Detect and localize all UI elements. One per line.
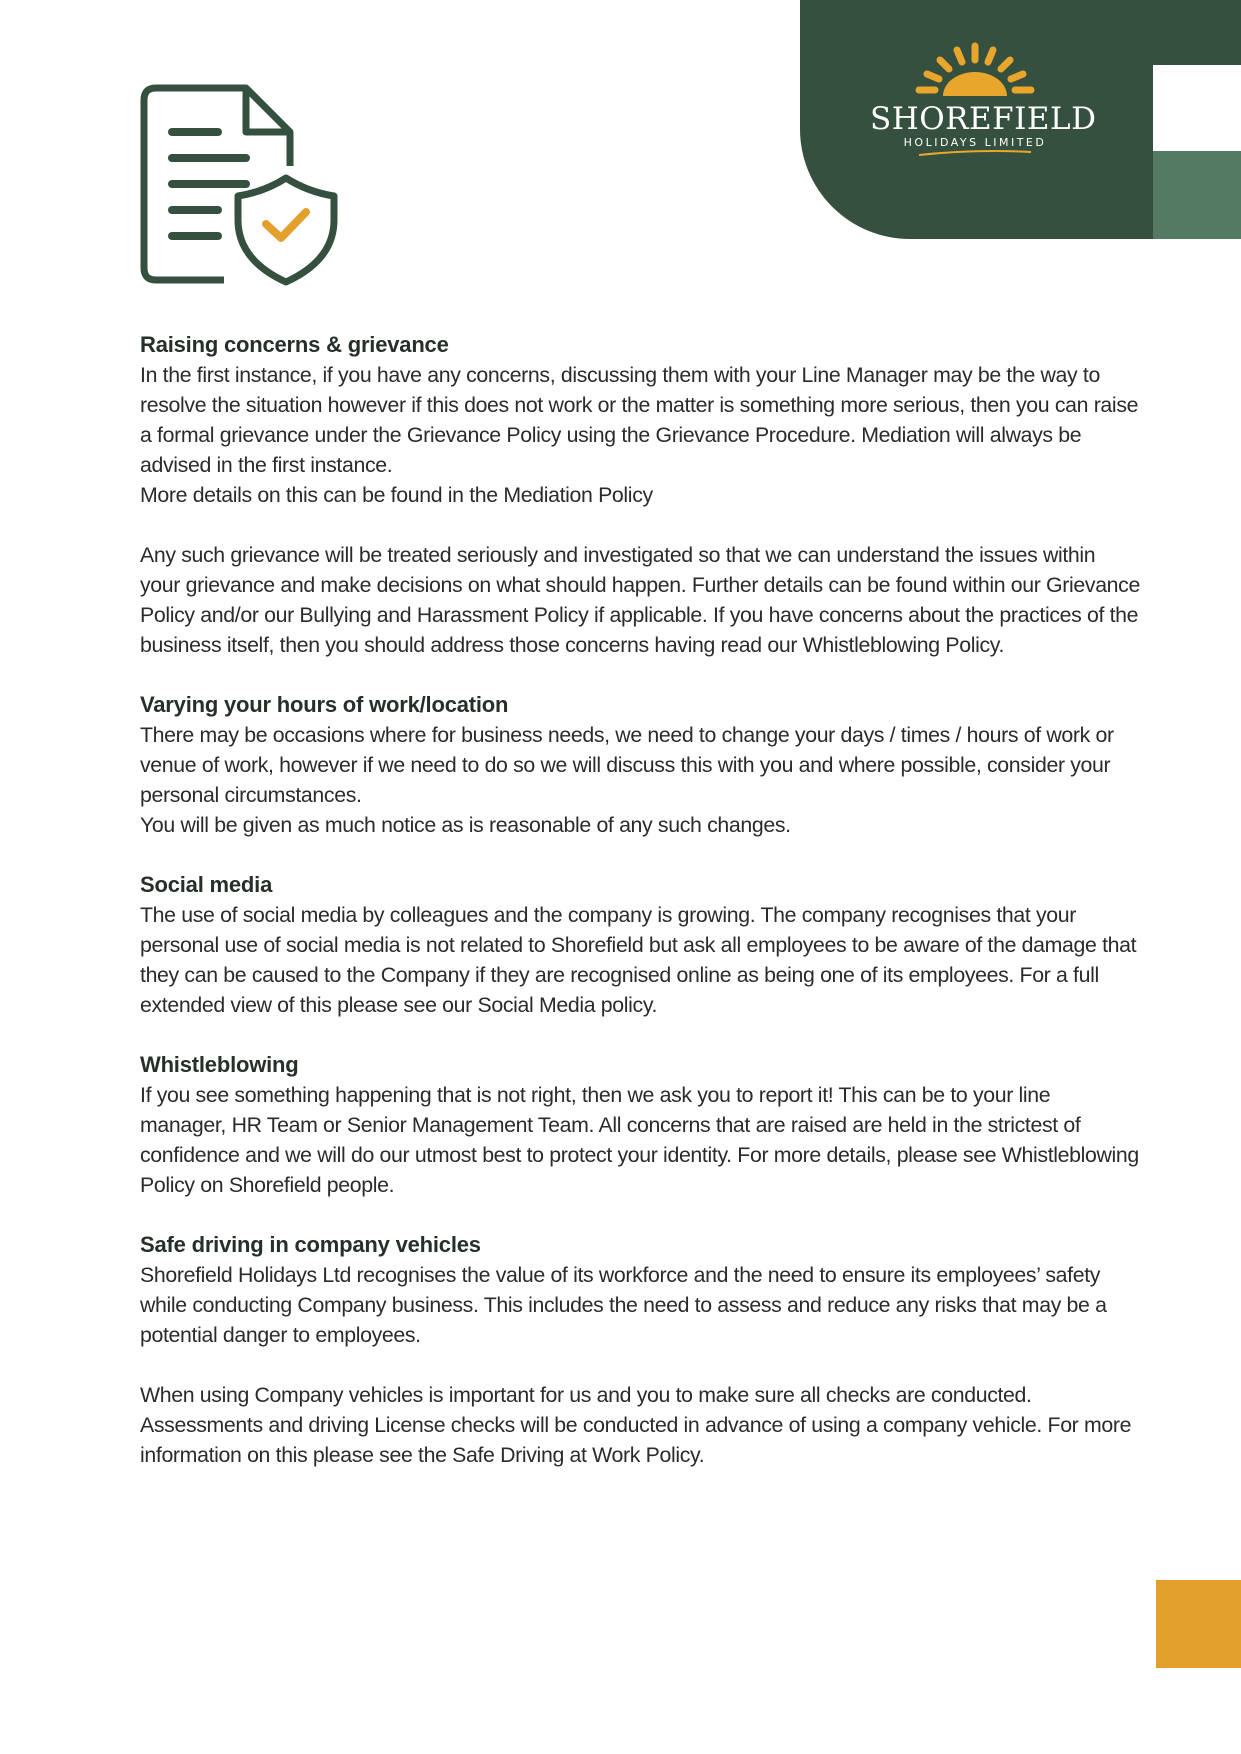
brand-subtitle: HOLIDAYS LIMITED: [903, 136, 1047, 149]
section-paragraph: Shorefield Holidays Ltd recognises the value of its workforce and the need to ensure its employees’ safety while conducting Company business. This includes the need to assess and reduce any risks that may be a potential danger to employees.: [140, 1263, 1107, 1347]
section-heading: Safe driving in company vehicles: [140, 1232, 481, 1257]
section-heading: Raising concerns & grievance: [140, 332, 449, 357]
section-heading: Whistleblowing: [140, 1052, 299, 1077]
section-raising-concerns: [140, 330, 1140, 660]
section-whistleblowing: [140, 1050, 1140, 1200]
brand-name: SHOREFIELD: [870, 101, 1097, 137]
corner-block-green: [1153, 151, 1241, 239]
section-paragraph: Any such grievance will be treated seriously and investigated so that we can understand the issues within your grievance and make decisions on what should happen. Further details can be found within our Grievance Policy and/or our Bullying and Harassment Policy if applicable. If you have concerns about the practices of the business itself, then you should address those concerns having read our Whistleblowing Policy.: [140, 543, 1140, 657]
section-paragraph: More details on this can be found in the Mediation Policy: [140, 483, 653, 507]
corner-block-white: [1153, 65, 1241, 151]
company-logo: [870, 38, 1097, 168]
section-paragraph: There may be occasions where for business needs, we need to change your days / times / hours of work or venue of work, however if we need to do so we will discuss this with you and where possible, consider your personal circumstances.: [140, 723, 1114, 807]
brand-swoosh: [915, 149, 1035, 157]
corner-block-orange: [1156, 1580, 1241, 1668]
section-safe-driving: [140, 1230, 1140, 1470]
policy-content: [140, 330, 1140, 1500]
sun-logo-icon: [905, 38, 1045, 100]
section-paragraph: If you see something happening that is not right, then we ask you to report it! This can be to your line manager, HR Team or Senior Management Team. All concerns that are raised are held in the strictest of confidence and we will do our utmost best to protect your identity. For more details, please see Whistleblowing Policy on Shorefield people.: [140, 1083, 1139, 1197]
section-varying-hours: [140, 690, 1140, 840]
section-paragraph: The use of social media by colleagues and the company is growing. The company recognises that your personal use of social media is not related to Shorefield but ask all employees to be aware of the damage that they can be caused to the Company if they are recognised online as being one of its employees. For a full extended view of this please see our Social Media policy.: [140, 903, 1137, 1017]
section-paragraph: You will be given as much notice as is reasonable of any such changes.: [140, 813, 791, 837]
section-heading: Social media: [140, 872, 273, 897]
section-paragraph: When using Company vehicles is important for us and you to make sure all checks are conducted. Assessments and driving License checks will be conducted in advance of using a company vehicle. For more information on this please see the Safe Driving at Work Policy.: [140, 1383, 1132, 1467]
section-heading: Varying your hours of work/location: [140, 692, 509, 717]
section-social-media: [140, 870, 1140, 1020]
document-shield-check-icon: [138, 84, 344, 290]
section-paragraph: In the first instance, if you have any concerns, discussing them with your Line Manager may be the way to resolve the situation however if this does not work or the matter is something more serious, then you can raise a formal grievance under the Grievance Policy using the Grievance Procedure. Mediation will always be advised in the first instance.: [140, 363, 1139, 477]
